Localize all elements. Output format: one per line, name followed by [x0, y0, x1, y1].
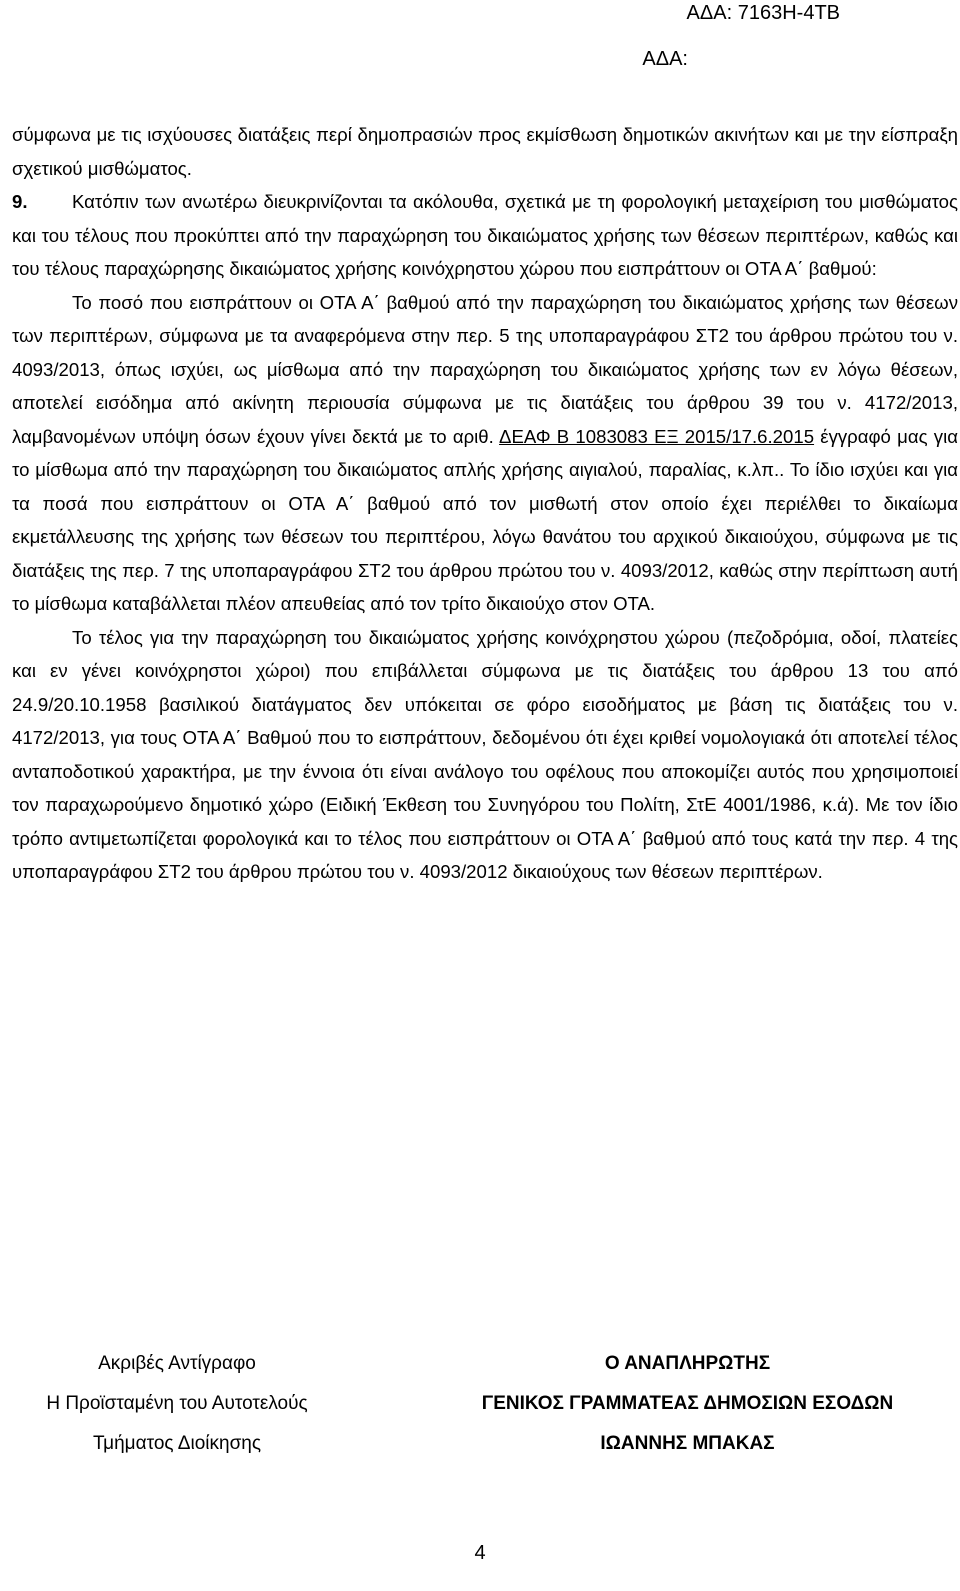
paragraph-3-text-b: έγγραφό μας για το μίσθωμα από την παραχώρηση του δικαιώματος απλής χρήσης αιγιαλού, παραλίας, κ.λπ.. Το ίδιο ισχύει και για τα ποσά που εισπράττουν οι ΟΤΑ Α΄ βαθμού από τον μισθωτή στον οποίο έχει περιέλθει το δικαίωμα εκμετάλλευσης της χρήσης των θέσεων του περιπτέρου, λόγω θανάτου του αρχικού δικαιούχου, σύμφωνα με τις διατάξεις της περ. 7 της υποπαραγράφου ΣΤ2 του άρθρου πρώτου του ν. 4093/2012, καθώς στην περίπτωση αυτή το μίσθωμα καταβάλλεται πλέον απευθείας από τον τρίτο δικαιούχο στον ΟΤΑ. [12, 425, 958, 614]
signature-block-left [12, 1344, 342, 1464]
secretary-general-title: ΓΕΝΙΚΟΣ ΓΡΑΜΜΑΤΕΑΣ ΔΗΜΟΣΙΩΝ ΕΣΟΔΩΝ [481, 1393, 894, 1414]
document-reference-link[interactable]: ΔΕΑΦ Β 1083083 ΕΞ 2015/17.6.2015 [499, 425, 815, 447]
signatory-name: ΙΩΑΝΝΗΣ ΜΠΑΚΑΣ [600, 1433, 775, 1454]
ada-header-2 [642, 48, 688, 71]
ada-label: ΑΔΑ: [686, 2, 733, 24]
administration-department-label: Τμήματος Διοίκησης [92, 1433, 262, 1454]
deputy-title: Ο ΑΝΑΠΛΗΡΩΤΗΣ [604, 1353, 771, 1374]
ada-header [687, 2, 840, 25]
paragraph-number: 9. [12, 191, 28, 212]
paragraph-2-text: Κατόπιν των ανωτέρω διευκρινίζονται τα ακόλουθα, σχετικά με τη φορολογική μεταχείριση του μισθώματος και του τέλους που προκύπτει από την παραχώρηση του δικαιώματος χρήσης των θέσεων περιπτέρων, καθώς και του τέλους παραχώρησης δικαιώματος χρήσης κοινόχρηστου χώρου που εισπράττουν οι ΟΤΑ Α΄ βαθμού: [12, 191, 958, 279]
paragraph-3-text-a: Το ποσό που εισπράττουν οι ΟΤΑ Α΄ βαθμού από την παραχώρηση του δικαιώματος χρήσης των θέσεων των περιπτέρων, σύμφωνα με τα αναφερόμενα στην περ. 5 της υποπαραγράφου ΣΤ2 του άρθρου πρώτου του ν. 4093/2013, όπως ισχύει, ως μίσθωμα από την παραχώρηση του δικαιώματος χρήσης των εν λόγω θέσεων, αποτελεί εισόδημα από ακίνητη περιουσία σύμφωνα με τις διατάξεις του άρθρου 39 του ν. 4172/2013, λαμβανομένων υπόψη όσων έχουν γίνει δεκτά με το αριθ. [12, 291, 958, 447]
paragraph-1: σύμφωνα με τις ισχύουσες διατάξεις περί δημοπρασιών προς εκμίσθωση δημοτικών ακινήτων και με την είσπραξη σχετικού μισθώματος. [12, 124, 958, 179]
head-of-department-label: Η Προϊσταμένη του Αυτοτελούς [46, 1393, 308, 1414]
paragraph-3 [12, 286, 958, 621]
document-body [12, 118, 958, 889]
ada-code: 7163Η-4ΤΒ [737, 2, 840, 24]
certified-copy-label: Ακριβές Αντίγραφο [98, 1353, 256, 1374]
paragraph-4: Το τέλος για την παραχώρηση του δικαιώματος χρήσης κοινόχρηστου χώρου (πεζοδρόμια, οδοί, πλατείες και εν γένει κοινόχρηστοι χώροι) που επιβάλλεται σύμφωνα με τις διατάξεις του άρθρου 13 του από 24.9/20.10.1958 βασιλικού διατάγματος δεν υπόκειται σε φόρο εισοδήματος με βάση τις διατάξεις του ν. 4172/2013, για τους ΟΤΑ Α΄ Βαθμού που το εισπράττουν, δεδομένου ότι έχει κριθεί νομολογιακά ότι αποτελεί τέλος ανταποδοτικού χαρακτήρα, με την έννοια ότι είναι ανάλογο του οφέλους που αποκομίζει αυτός που χρησιμοποιεί τον παραχωρούμενο δημοτικό χώρο (Ειδική Έκθεση του Συνηγόρου του Πολίτη, ΣτΕ 4001/1986, κ.ά). Με τον ίδιο τρόπο αντιμετωπίζεται φορολογικά και το τέλος που εισπράττουν οι ΟΤΑ Α΄ βαθμού από τους κατά την περ. 4 της υποπαραγράφου ΣΤ2 του άρθρου πρώτου του ν. 4093/2012 δικαιούχους των θέσεων περιπτέρων. [12, 626, 958, 882]
signature-block-right [430, 1344, 945, 1464]
paragraph-2 [12, 185, 958, 286]
ada-label-2: ΑΔΑ: [642, 48, 688, 70]
page-number: 4 [474, 1542, 486, 1564]
